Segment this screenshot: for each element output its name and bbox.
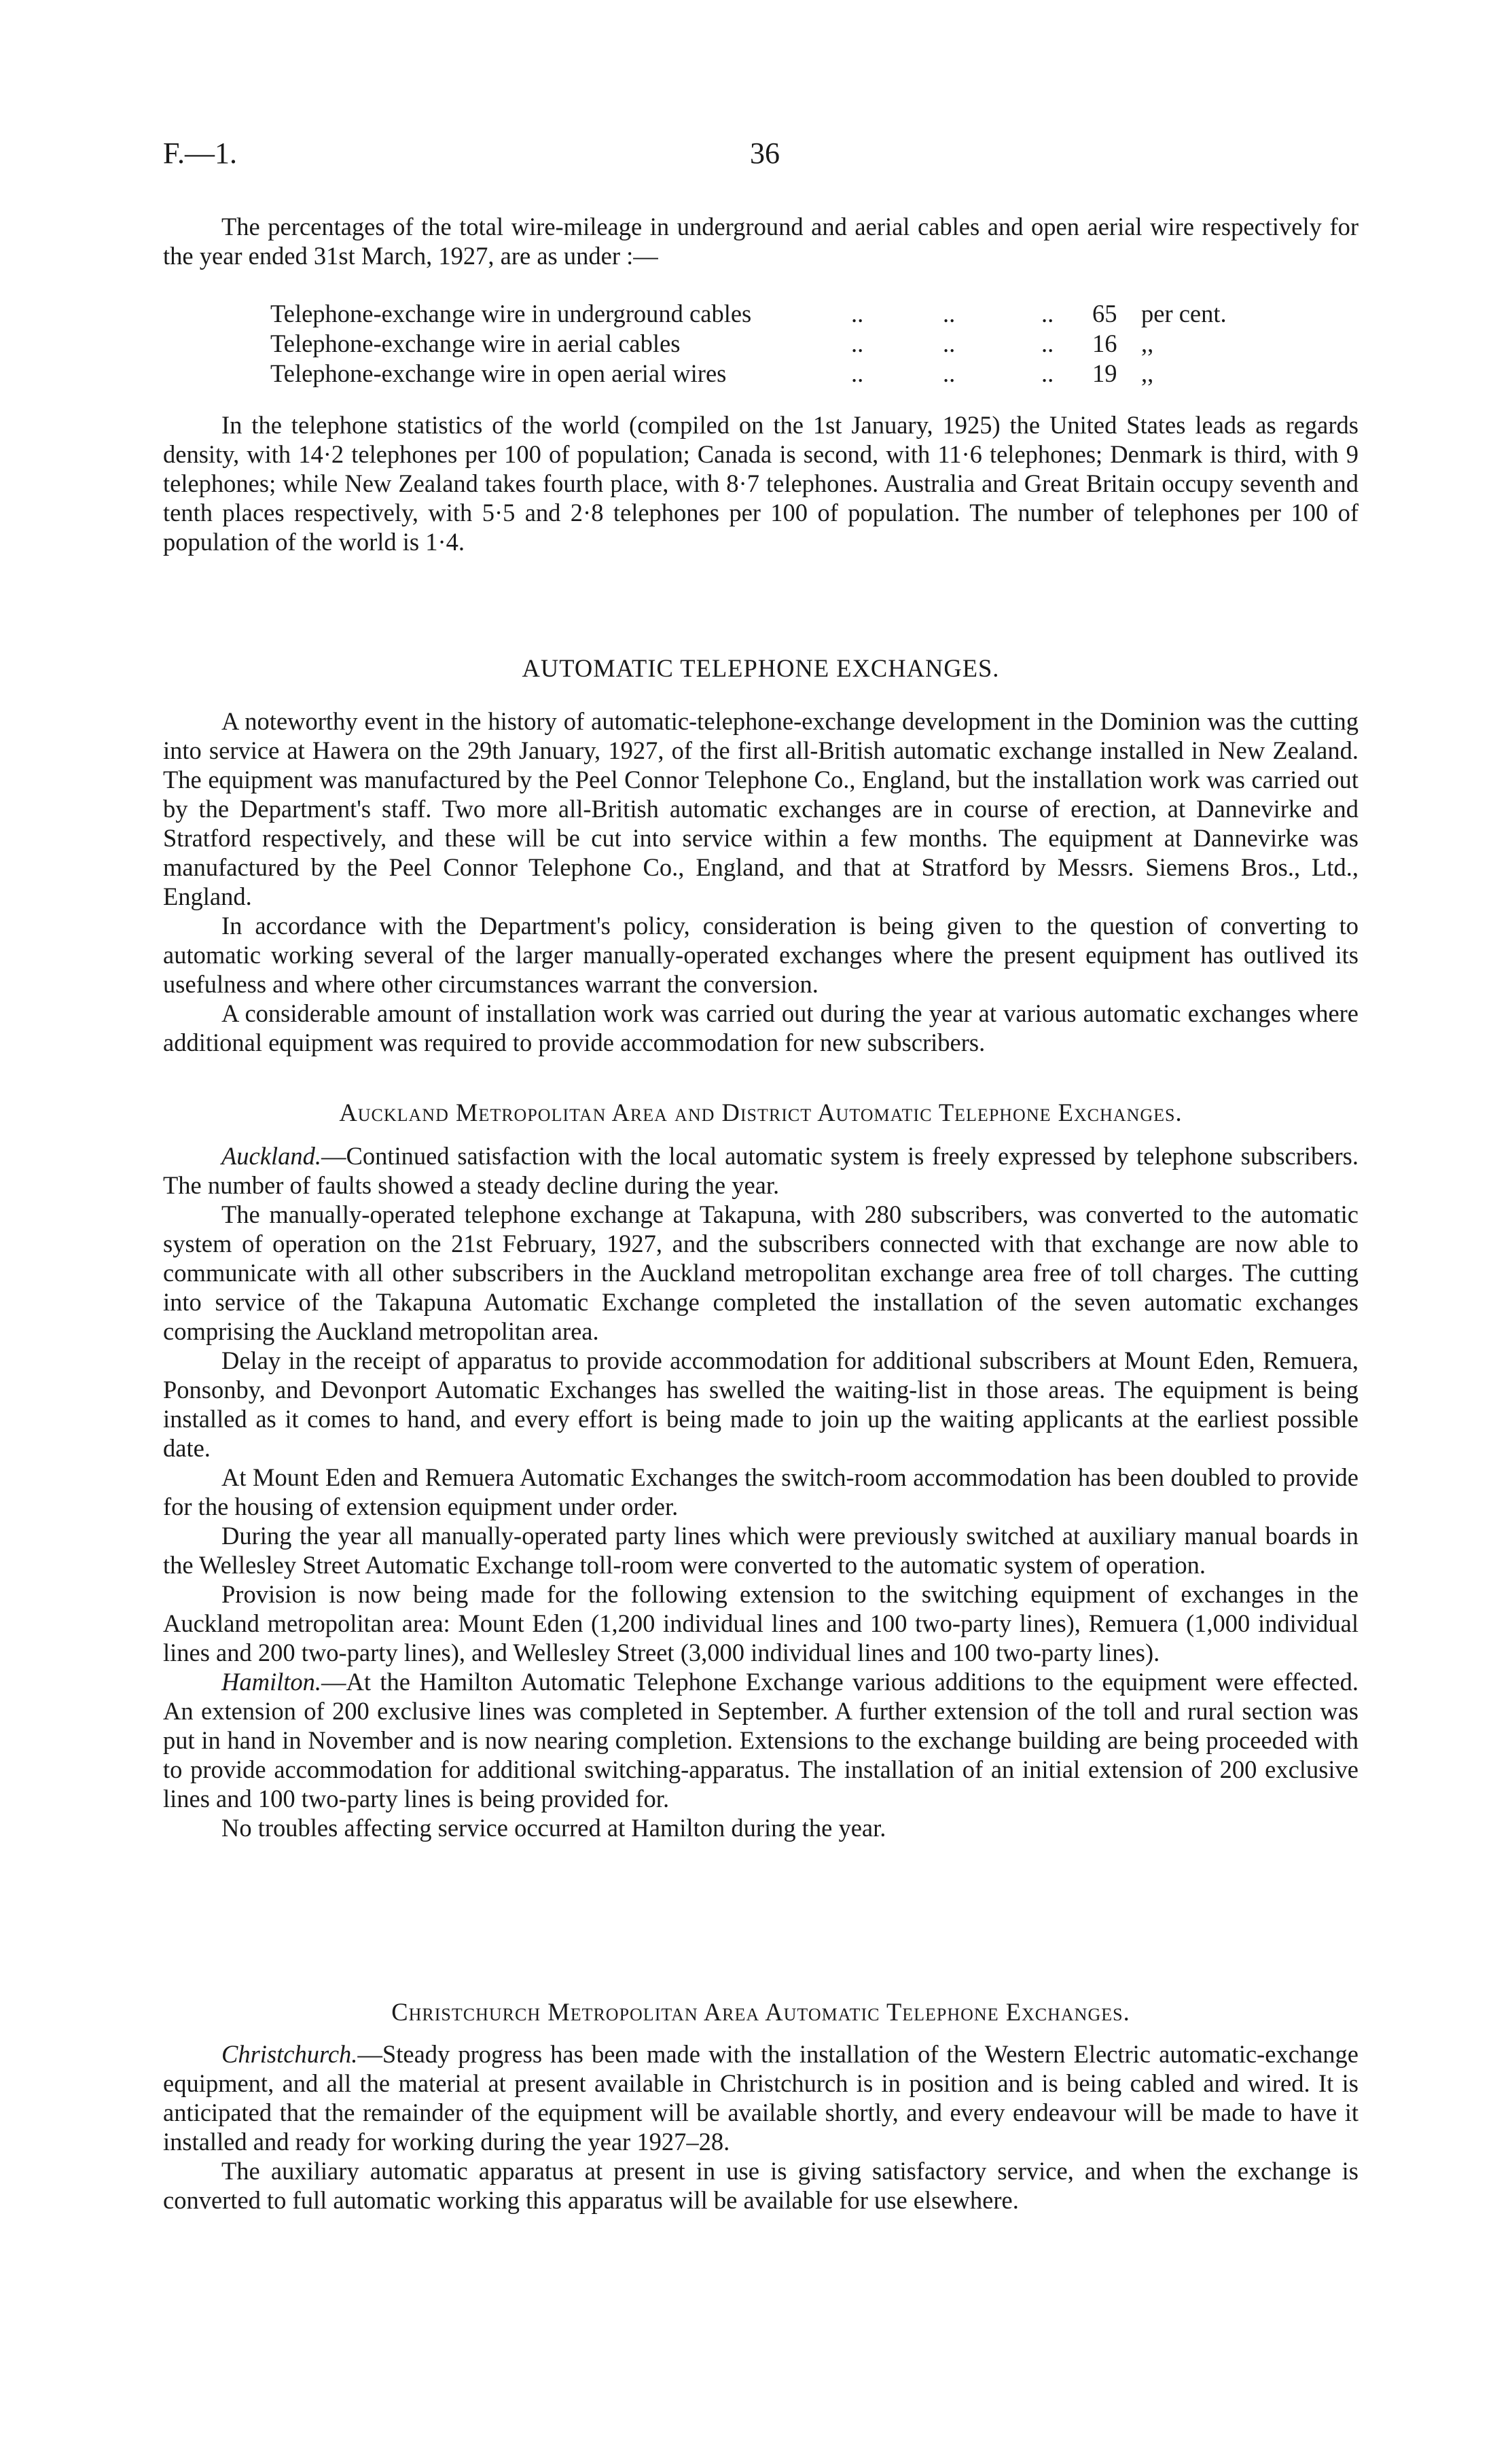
intro-block	[163, 212, 1359, 270]
body-paragraph	[163, 2039, 1359, 2156]
row-unit: ,,	[1141, 359, 1154, 387]
page-header	[163, 136, 1359, 183]
wire-mileage-table	[270, 299, 1357, 389]
row-label: Telephone-exchange wire in open aerial wires	[270, 359, 727, 387]
leader-dots: ..	[1041, 359, 1054, 387]
intro-paragraph: The percentages of the total wire-mileage in underground and aerial cables and open aerial wire respectively for the year ended 31st March, 1927, are as under :—	[163, 213, 1359, 270]
table-row	[270, 329, 1357, 359]
row-value: 65	[1092, 300, 1117, 327]
automatic-section-body	[163, 707, 1359, 1057]
statistics-block	[163, 410, 1359, 556]
section-heading-auckland: Auckland Metropolitan Area and District Automatic Telephone Exchanges.	[339, 1099, 1183, 1126]
leader-dots: ..	[851, 329, 864, 357]
body-paragraph: At Mount Eden and Remuera Automatic Exchanges the switch-room accommodation has been doubled to provide for the housing of extension equipment under order.	[163, 1463, 1359, 1520]
leader-dots: ..	[943, 359, 956, 387]
body-paragraph	[163, 1667, 1359, 1813]
row-value: 19	[1092, 359, 1117, 387]
paragraph-text: —Steady progress has been made with the installation of the Western Electric automatic-exchange equipment, and all the material at present available in Christchurch is in position and is being cabled and wired. It is anticipated that the remainder of the equipment will be available shortly, and every endeavour will be made to have it installed and ready for working during the year 1927–28.	[163, 2040, 1359, 2156]
page-number: 36	[750, 137, 780, 170]
leader-dots: ..	[851, 359, 864, 387]
body-paragraph: The auxiliary automatic apparatus at present in use is giving satisfactory service, and when the exchange is converted to full automatic working this apparatus will be available for use elsewhere.	[163, 2157, 1359, 2214]
leader-dots: ..	[1041, 329, 1054, 357]
body-paragraph: Delay in the receipt of apparatus to provide accommodation for additional subscribers at Mount Eden, Remuera, Ponsonby, and Devonport Automatic Exchanges has swelled the waiting-list in those areas. The equipment is being installed as it comes to hand, and every effort is being made to join up the waiting applicants at the earliest possible date.	[163, 1346, 1359, 1462]
document-reference: F.—1.	[163, 137, 237, 170]
row-label: Telephone-exchange wire in underground cables	[270, 300, 752, 327]
section-heading-automatic: AUTOMATIC TELEPHONE EXCHANGES.	[522, 654, 1000, 682]
auckland-section-body	[163, 1141, 1359, 1842]
row-unit: ,,	[1141, 329, 1154, 357]
statistics-paragraph: In the telephone statistics of the world (compiled on the 1st January, 1925) the United States leads as regards density, with 14·2 telephones per 100 of population; Canada is second, with 11·6 telephones; Denmark is third, with 9 telephones; while New Zealand takes fourth place, with 8·7 telephones. Australia and Great Britain occupy seventh and tenth places respectively, with 5·5 and 2·8 telephones per 100 of population. The number of telephones per 100 of population of the world is 1·4.	[163, 411, 1359, 556]
subsection-lead-auckland: Auckland.	[221, 1142, 321, 1170]
body-paragraph: In accordance with the Department's policy, consideration is being given to the question of converting to automatic working several of the larger manually-operated exchanges where the present equipment has outlived its usefulness and where other circumstances warrant the conversion.	[163, 912, 1359, 998]
section-heading-christchurch: Christchurch Metropolitan Area Automatic Telephone Exchanges.	[391, 1998, 1130, 2026]
row-label: Telephone-exchange wire in aerial cables	[270, 329, 681, 357]
paragraph-text: —At the Hamilton Automatic Telephone Exchange various additions to the equipment were effected. An extension of 200 exclusive lines was completed in September. A further extension of the toll and rural section was put in hand in November and is now nearing completion. Extensions to the exchange building are being proceeded with to provide accommodation for additional switching-apparatus. The installation of an initial extension of 200 exclusive lines and 100 two-party lines is being provided for.	[163, 1668, 1359, 1813]
table-row	[270, 359, 1357, 389]
body-paragraph	[163, 1141, 1359, 1200]
leader-dots: ..	[943, 300, 956, 327]
subsection-lead-hamilton: Hamilton.	[221, 1668, 322, 1696]
leader-dots: ..	[943, 329, 956, 357]
paragraph-text: —Continued satisfaction with the local automatic system is freely expressed by telephone subscribers. The number of faults showed a steady decline during the year.	[163, 1142, 1359, 1199]
body-paragraph: No troubles affecting service occurred at Hamilton during the year.	[221, 1814, 886, 1842]
body-paragraph: A noteworthy event in the history of automatic-telephone-exchange development in the Dominion was the cutting into service at Hawera on the 29th January, 1927, of the first all-British automatic exchange installed in New Zealand. The equipment was manufactured by the Peel Connor Telephone Co., England, but the installation work was carried out by the Department's staff. Two more all-British automatic exchanges are in course of erection, at Dannevirke and Stratford respectively, and these will be cut into service within a few months. The equipment at Dannevirke was manufactured by the Peel Connor Telephone Co., England, and that at Stratford by Messrs. Siemens Bros., Ltd., England.	[163, 707, 1359, 910]
table-row	[270, 299, 1357, 329]
body-paragraph: During the year all manually-operated party lines which were previously switched at auxiliary manual boards in the Wellesley Street Automatic Exchange toll-room were converted to the automatic system of operation.	[163, 1522, 1359, 1579]
christchurch-section-body	[163, 2039, 1359, 2215]
subsection-lead-christchurch: Christchurch.	[221, 2040, 358, 2068]
body-paragraph: The manually-operated telephone exchange at Takapuna, with 280 subscribers, was converted to the automatic system of operation on the 21st February, 1927, and the subscribers connected with that exchange are now able to communicate with all other subscribers in the Auckland metropolitan exchange area free of toll charges. The cutting into service of the Takapuna Automatic Exchange completed the installation of the seven automatic exchanges comprising the Auckland metropolitan area.	[163, 1200, 1359, 1345]
leader-dots: ..	[851, 300, 864, 327]
body-paragraph: Provision is now being made for the following extension to the switching equipment of exchanges in the Auckland metropolitan area: Mount Eden (1,200 individual lines and 100 two-party lines), Remuera (1,000 individual lines and 200 two-party lines), and Wellesley Street (3,000 individual lines and 100 two-party lines).	[163, 1580, 1359, 1666]
row-value: 16	[1092, 329, 1117, 357]
body-paragraph: A considerable amount of installation work was carried out during the year at various automatic exchanges where additional equipment was required to provide accommodation for new subscribers.	[163, 999, 1359, 1056]
row-unit: per cent.	[1141, 300, 1227, 327]
leader-dots: ..	[1041, 300, 1054, 327]
